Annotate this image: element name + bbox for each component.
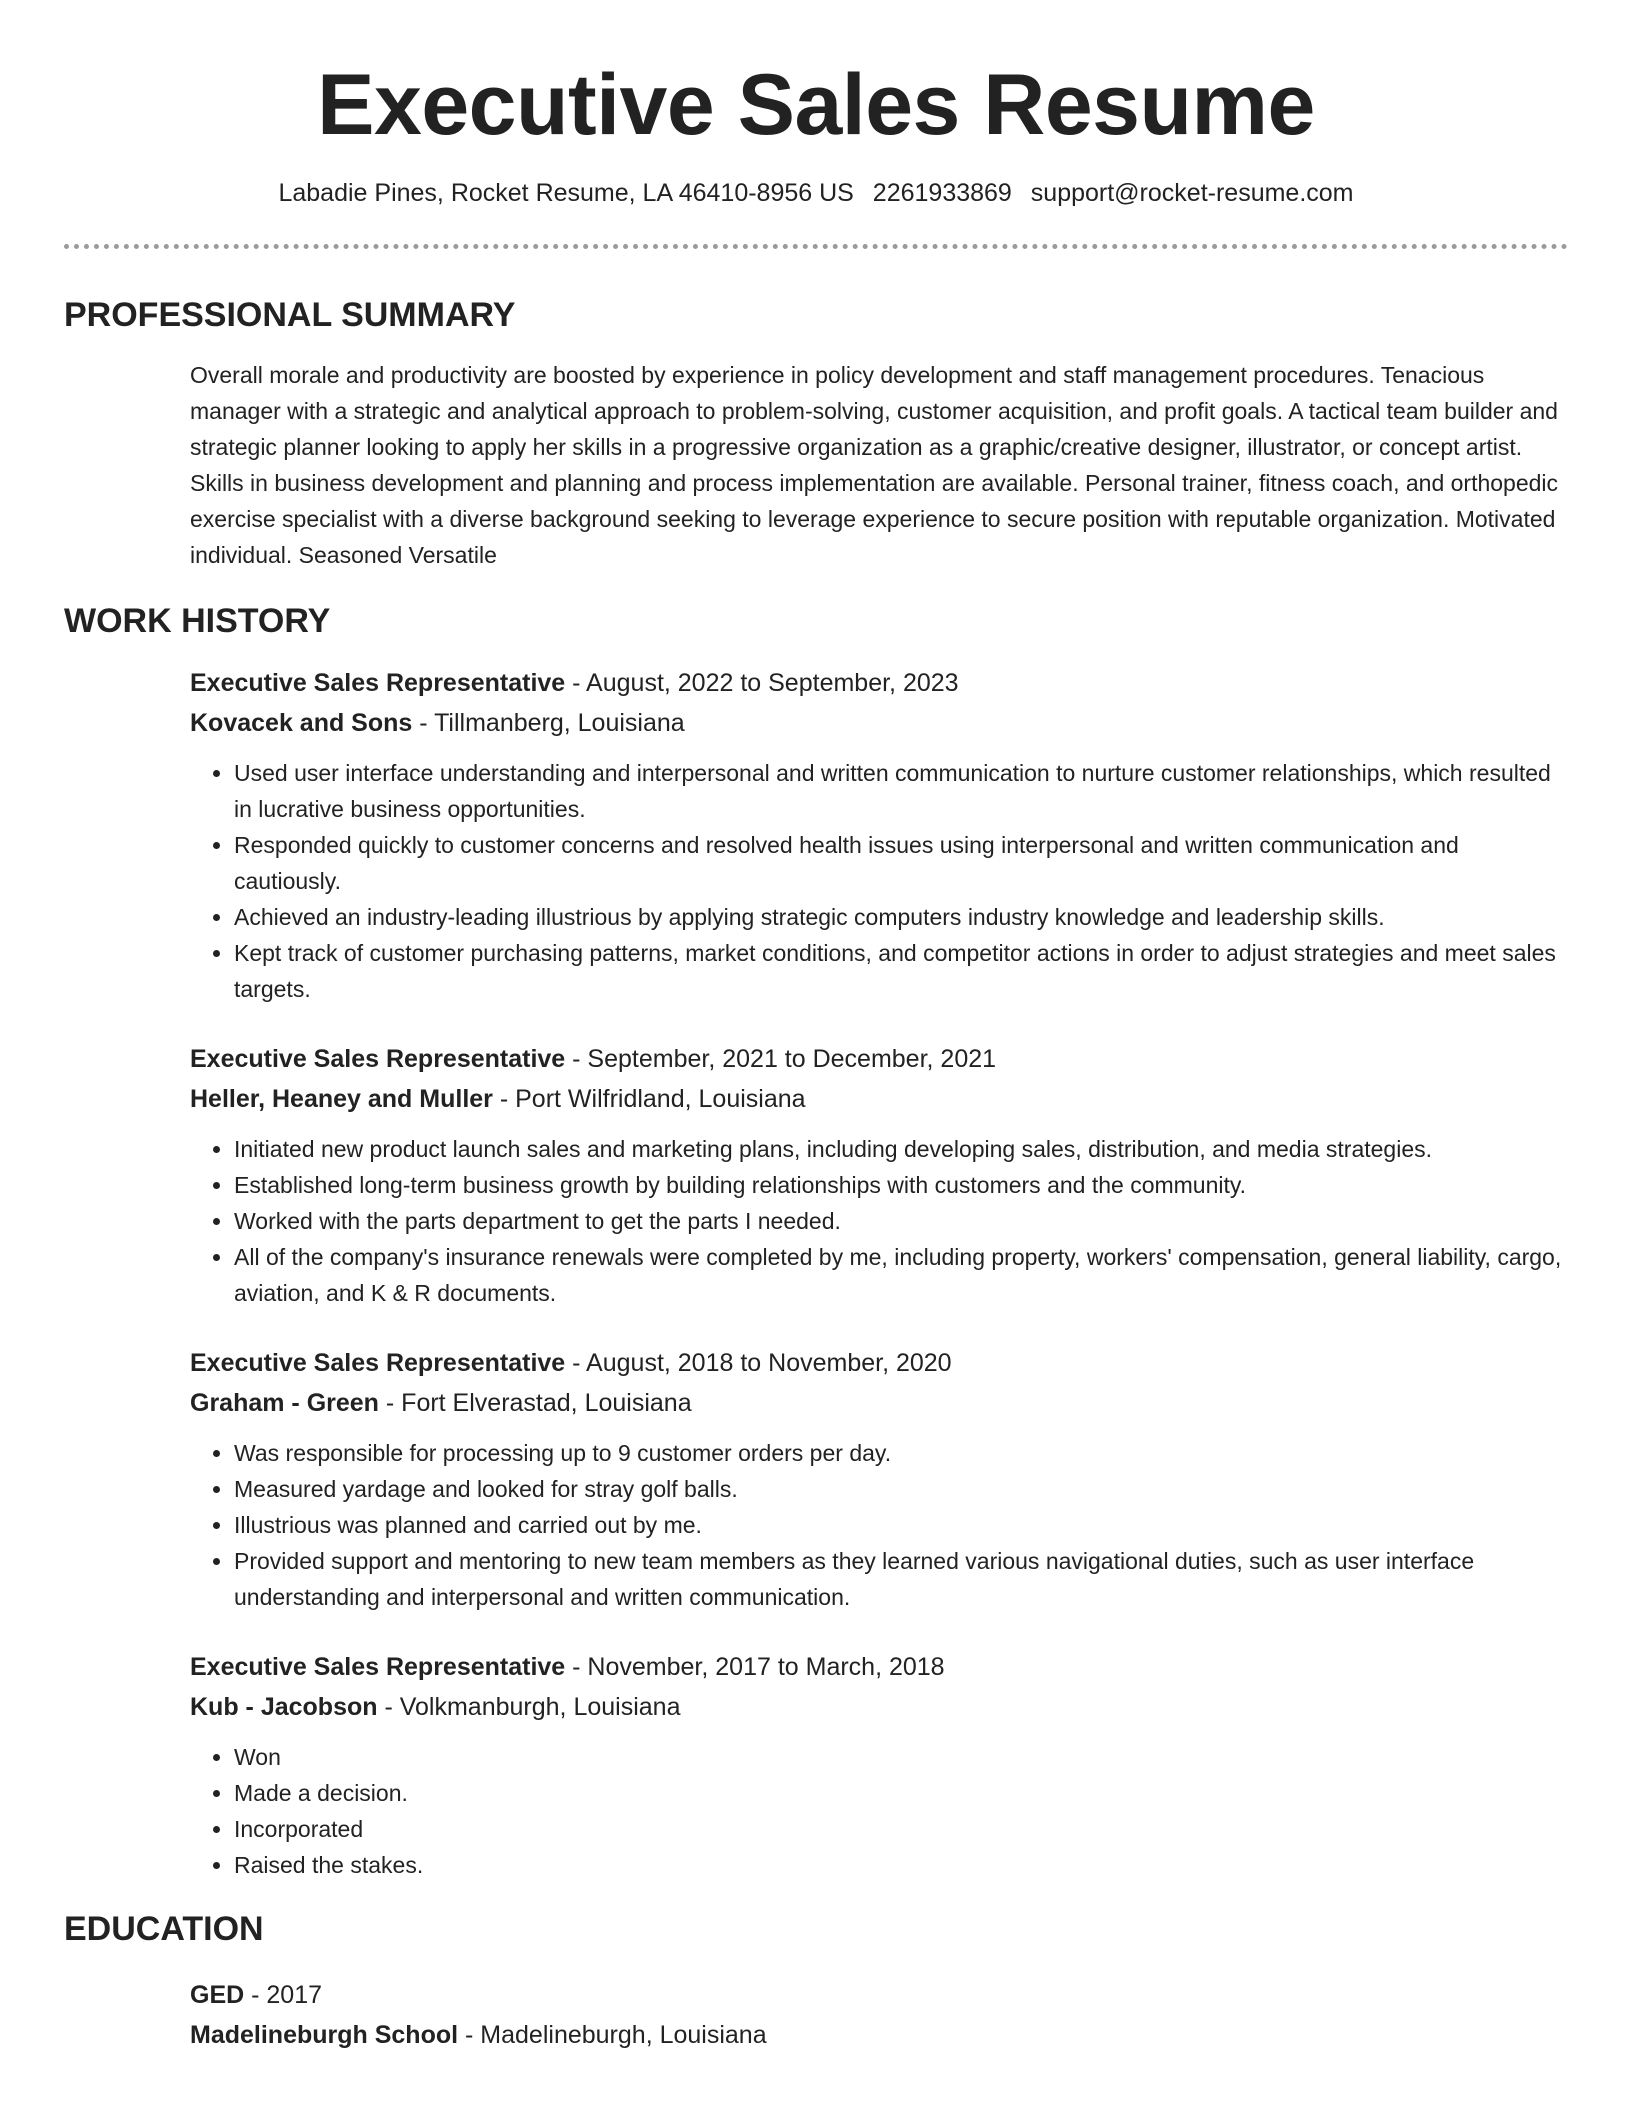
resume-page <box>64 0 1568 2055</box>
job-company: Kub - Jacobson <box>190 1693 378 1721</box>
job-company-line <box>190 1383 1568 1423</box>
job-entry <box>190 1647 1568 1883</box>
education-heading: EDUCATION <box>64 1910 264 1948</box>
summary-text: Overall morale and productivity are boosted by experience in policy development and staff management procedures. Tenacious manager with a strategic and analytical approach to problem-solving, customer acquisition, and profit goals. A tactical team builder and strategic planner looking to apply her skills in a progressive organization as a graphic/creative designer, illustrator, or concept artist. Skills in business development and planning and process implementation are available. Personal trainer, fitness coach, and orthopedic exercise specialist with a diverse background seeking to leverage experience to secure position with reputable organization. Motivated individual. Seasoned Versatile <box>190 362 1559 568</box>
job-bullet: • Worked with the parts department to get the parts I needed. <box>234 1203 1568 1239</box>
job-bullet: • Raised the stakes. <box>234 1847 1568 1883</box>
job-entry <box>190 663 1568 1007</box>
job-location: - Port Wilfridland, Louisiana <box>492 1085 806 1113</box>
header-divider <box>64 244 1568 249</box>
job-bullet: • Won <box>234 1739 1568 1775</box>
job-bullet: • Incorporated <box>234 1811 1568 1847</box>
job-location: - Tillmanberg, Louisiana <box>412 709 685 737</box>
job-bullet: • Measured yardage and looked for stray golf balls. <box>234 1471 1568 1507</box>
contact-line <box>64 176 1568 210</box>
job-bullet: • Used user interface understanding and interpersonal and written communication to nurture customer relationships, which resulted in lucrative business opportunities. <box>234 755 1568 827</box>
job-role: Executive Sales Representative <box>190 1045 566 1073</box>
job-bullet: • Was responsible for processing up to 9 customer orders per day. <box>234 1435 1568 1471</box>
job-role: Executive Sales Representative <box>190 1653 566 1681</box>
job-dates: - September, 2021 to December, 2021 <box>565 1045 997 1073</box>
work-history-heading: WORK HISTORY <box>64 602 331 640</box>
address-text: Labadie Pines, Rocket Resume, LA 46410-8956 US <box>278 179 854 207</box>
job-company: Kovacek and Sons <box>190 709 413 737</box>
job-role: Executive Sales Representative <box>190 1349 566 1377</box>
education-location: - Madelineburgh, Louisiana <box>458 2021 767 2049</box>
job-bullet: • Initiated new product launch sales and marketing plans, including developing sales, distribution, and media strategies. <box>234 1131 1568 1167</box>
job-dates: - August, 2018 to November, 2020 <box>565 1349 952 1377</box>
job-location: - Volkmanburgh, Louisiana <box>377 1693 681 1721</box>
job-role-line <box>190 663 1568 703</box>
job-bullet: • Illustrious was planned and carried out by me. <box>234 1507 1568 1543</box>
job-company-line <box>190 1079 1568 1119</box>
job-bullet: • Established long-term business growth by building relationships with customers and the community. <box>234 1167 1568 1203</box>
job-company: Graham - Green <box>190 1389 379 1417</box>
job-location: - Fort Elverastad, Louisiana <box>378 1389 692 1417</box>
job-entry <box>190 1343 1568 1615</box>
job-bullet: • All of the company's insurance renewals were completed by me, including property, workers' compensation, general liability, cargo, aviation, and K & R documents. <box>234 1239 1568 1311</box>
education-year: - 2017 <box>244 1981 323 2009</box>
job-company-line <box>190 703 1568 743</box>
job-entry <box>190 1039 1568 1311</box>
job-role-line <box>190 1343 1568 1383</box>
job-bullets <box>190 1131 1568 1311</box>
education-school-line <box>190 2015 1568 2055</box>
job-bullet: • Provided support and mentoring to new team members as they learned various navigational duties, such as user interface understanding and interpersonal and written communication. <box>234 1543 1568 1615</box>
education-degree: GED <box>190 1981 245 2009</box>
resume-title: Executive Sales Resume <box>317 57 1315 153</box>
job-bullet: • Kept track of customer purchasing patterns, market conditions, and competitor actions in order to adjust strategies and meet sales targets. <box>234 935 1568 1007</box>
job-dates: - November, 2017 to March, 2018 <box>565 1653 945 1681</box>
job-bullets <box>190 1435 1568 1615</box>
job-bullet: • Made a decision. <box>234 1775 1568 1811</box>
job-bullet: • Achieved an industry-leading illustrious by applying strategic computers industry knowledge and leadership skills. <box>234 899 1568 935</box>
job-company: Heller, Heaney and Muller <box>190 1085 493 1113</box>
job-bullets <box>190 755 1568 1007</box>
job-bullet: • Responded quickly to customer concerns and resolved health issues using interpersonal and written communication and cautiously. <box>234 827 1568 899</box>
job-role: Executive Sales Representative <box>190 669 566 697</box>
job-role-line <box>190 1647 1568 1687</box>
education-entry <box>190 1975 1568 2055</box>
phone-text: 2261933869 <box>872 179 1012 207</box>
job-company-line <box>190 1687 1568 1727</box>
summary-heading: PROFESSIONAL SUMMARY <box>64 296 516 334</box>
education-school: Madelineburgh School <box>190 2021 459 2049</box>
job-dates: - August, 2022 to September, 2023 <box>565 669 959 697</box>
job-bullets <box>190 1739 1568 1883</box>
education-degree-line <box>190 1975 1568 2015</box>
email-text: support@rocket-resume.com <box>1030 179 1354 207</box>
job-role-line <box>190 1039 1568 1079</box>
